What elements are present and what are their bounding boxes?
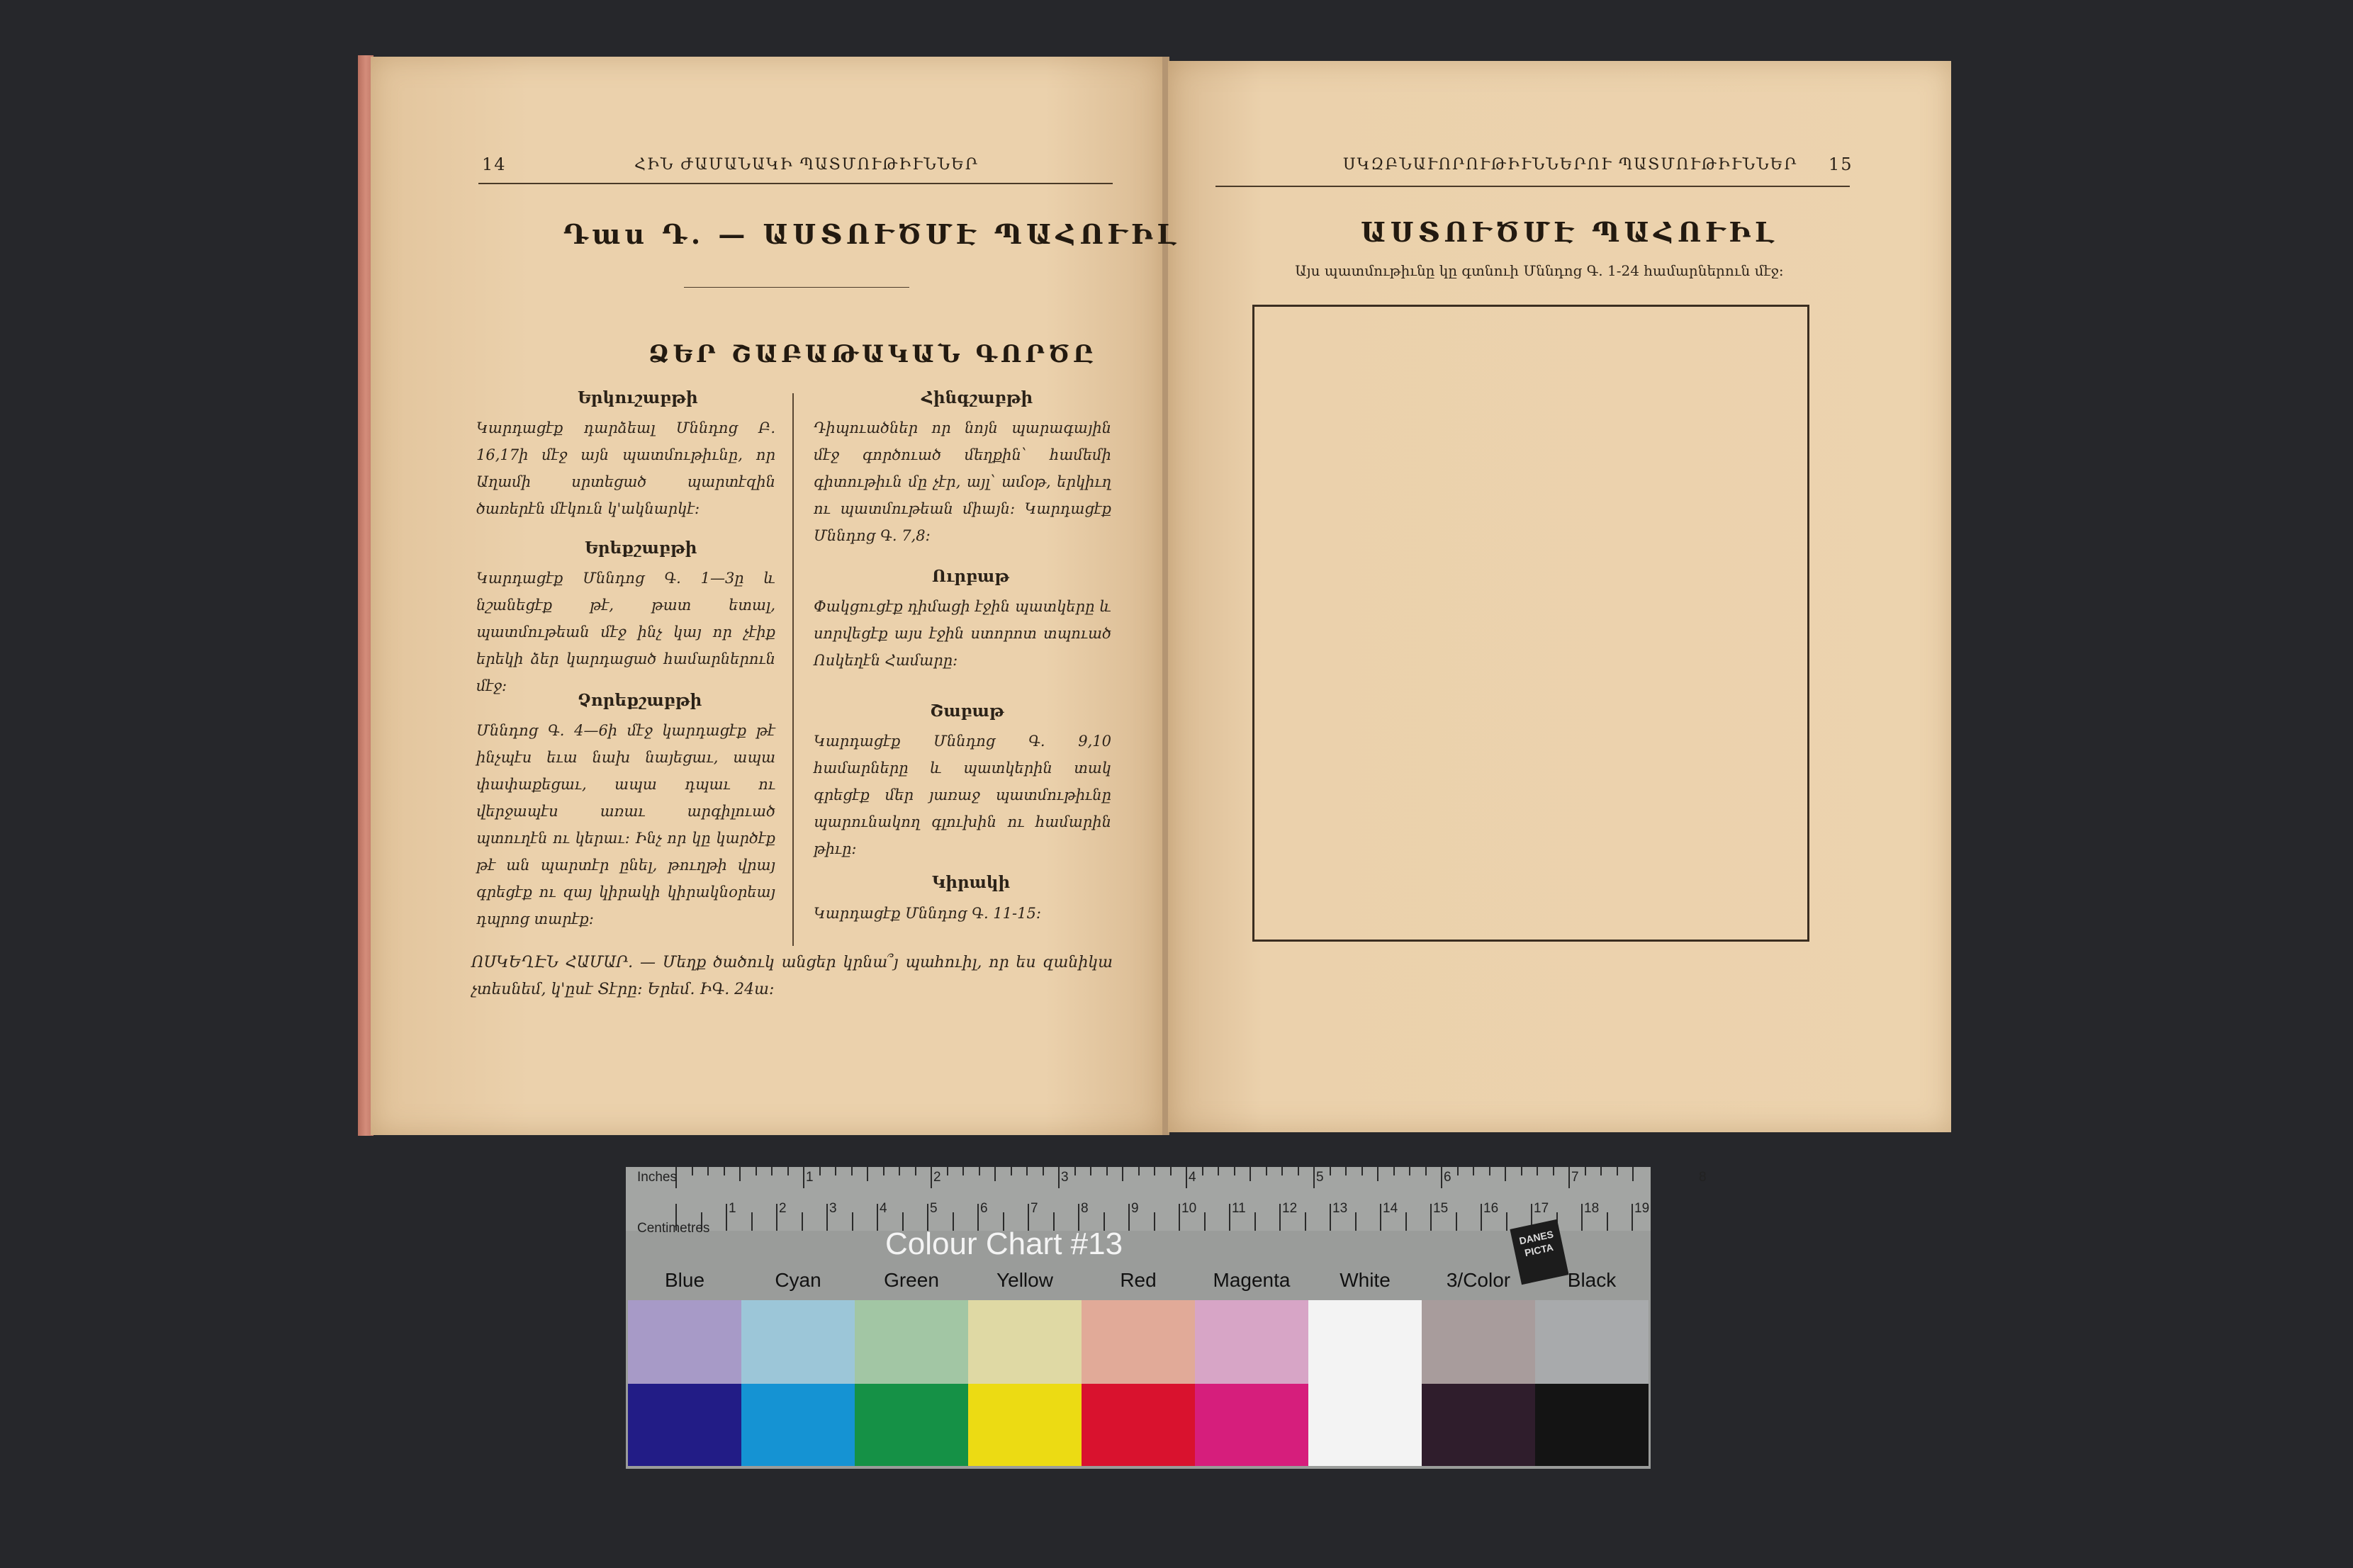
inch-tick xyxy=(899,1167,900,1175)
cm-tick xyxy=(1154,1212,1155,1231)
swatch-label: Yellow xyxy=(996,1269,1053,1291)
swatch-label: White xyxy=(1340,1269,1391,1291)
inch-tick xyxy=(1617,1167,1618,1175)
inch-tick xyxy=(771,1167,773,1175)
swatch-label: 3/Color xyxy=(1446,1269,1511,1291)
page-number-right: 15 xyxy=(1829,154,1853,174)
cm-number: 17 xyxy=(1534,1201,1549,1216)
inch-tick xyxy=(931,1167,932,1188)
cm-number: 11 xyxy=(1232,1201,1246,1216)
inch-tick xyxy=(1537,1167,1538,1175)
swatch-light xyxy=(1535,1300,1649,1384)
inch-tick xyxy=(867,1167,868,1181)
inch-tick xyxy=(1138,1167,1140,1175)
cm-tick xyxy=(826,1204,828,1231)
inch-number: 2 xyxy=(933,1170,941,1185)
inch-number: 1 xyxy=(806,1170,814,1185)
inch-tick xyxy=(1473,1167,1474,1175)
swatch-dark xyxy=(628,1384,741,1466)
inch-number: 6 xyxy=(1444,1170,1451,1185)
inch-tick xyxy=(1361,1167,1363,1175)
swatch-label: Cyan xyxy=(775,1269,821,1291)
day-saturday: Շաբաթ xyxy=(930,701,1004,721)
cm-tick xyxy=(1581,1204,1583,1231)
day-tuesday: Երեքշաբթի xyxy=(585,538,697,558)
text-tuesday: Կարդացէք Մննդոց Գ. 1—3ը և նշանեցէք թէ, թատ ետալ, պատմութեան մէջ ինչ կայ որ չէիք երեկի ձեր կարդացած համարներուն մէջ։ xyxy=(476,570,775,694)
inch-tick xyxy=(851,1167,853,1175)
inch-tick xyxy=(1393,1167,1395,1175)
day-sunday: Կիրակի xyxy=(932,873,1011,892)
colour-chart xyxy=(626,1167,1707,1469)
swatch-dark xyxy=(741,1384,855,1466)
cm-tick xyxy=(726,1204,727,1231)
cm-tick xyxy=(802,1212,803,1231)
cm-number: 7 xyxy=(1031,1201,1038,1216)
day-friday: Ուրբաթ xyxy=(932,567,1010,586)
cm-tick xyxy=(1456,1212,1457,1231)
cm-number: 2 xyxy=(779,1201,787,1216)
inch-tick xyxy=(1011,1167,1012,1175)
inch-tick xyxy=(1058,1167,1060,1188)
inch-tick xyxy=(1632,1167,1634,1181)
cm-tick xyxy=(1279,1204,1281,1231)
inch-tick xyxy=(1553,1167,1554,1175)
cm-number: 10 xyxy=(1181,1201,1197,1216)
cm-number: 5 xyxy=(930,1201,938,1216)
cm-tick xyxy=(751,1212,753,1231)
inch-number: 4 xyxy=(1189,1170,1196,1185)
inch-tick xyxy=(1585,1167,1586,1175)
inch-tick xyxy=(819,1167,821,1175)
cm-number: 9 xyxy=(1131,1201,1139,1216)
inch-tick xyxy=(1026,1167,1028,1175)
swatch-light xyxy=(628,1300,741,1384)
inch-tick xyxy=(1122,1167,1123,1181)
inch-tick xyxy=(1505,1167,1506,1181)
inch-tick xyxy=(1313,1167,1315,1188)
inch-tick xyxy=(1202,1167,1203,1175)
cm-tick xyxy=(1380,1204,1381,1231)
swatch-light xyxy=(741,1300,855,1384)
header-rule-left xyxy=(478,183,1113,184)
inch-tick xyxy=(1234,1167,1235,1175)
lesson-title: Դաս Դ. — ԱՍՏՈՒԾՄԷ ՊԱՀՈՒԻԼ xyxy=(563,218,1181,250)
swatch-label: Red xyxy=(1120,1269,1157,1291)
cm-number: 19 xyxy=(1634,1201,1650,1216)
inch-tick xyxy=(962,1167,964,1175)
cm-tick xyxy=(1355,1212,1357,1231)
inch-tick xyxy=(1186,1167,1187,1188)
inch-tick xyxy=(1600,1167,1602,1175)
cm-tick xyxy=(1430,1204,1432,1231)
cm-number: 1 xyxy=(729,1201,736,1216)
swatch-label: Magenta xyxy=(1213,1269,1291,1291)
inch-tick xyxy=(1409,1167,1410,1175)
inch-tick xyxy=(994,1167,996,1181)
swatch-dark xyxy=(1195,1384,1308,1466)
swatch-dark xyxy=(1082,1384,1195,1466)
picture-page-title: ԱՍՏՈՒԾՄԷ ՊԱՀՈՒԻԼ xyxy=(1361,216,1779,248)
swatch-dark xyxy=(1422,1384,1535,1466)
swatch-dark xyxy=(855,1384,968,1466)
cm-tick xyxy=(1305,1212,1306,1231)
column-divider xyxy=(792,393,794,946)
inch-number: 7 xyxy=(1571,1170,1579,1185)
inch-tick xyxy=(1489,1167,1490,1175)
centimetres-label: Centimetres xyxy=(637,1221,710,1236)
swatch-label: Black xyxy=(1567,1269,1617,1291)
cm-number: 12 xyxy=(1282,1201,1298,1216)
text-thursday: Դիպուածներ որ նոյն պարագային մէջ գործուած մեղքին՝ համեմի գիտութիւն մը չէր, այլ՝ ամօթ, երկիւղ ու պատմութեան միայն։ Կարդացէք Մննդոց Գ. 7,8։ xyxy=(814,419,1111,544)
day-monday: Երկուշաբթի xyxy=(578,388,698,407)
inch-tick xyxy=(1425,1167,1427,1175)
inch-tick xyxy=(707,1167,709,1175)
cm-tick xyxy=(1607,1212,1608,1231)
inch-tick xyxy=(787,1167,789,1175)
cm-tick xyxy=(1405,1212,1407,1231)
cm-tick xyxy=(776,1204,777,1231)
cm-tick xyxy=(1254,1212,1256,1231)
cm-tick xyxy=(1481,1204,1482,1231)
inch-tick xyxy=(1281,1167,1283,1175)
cm-tick xyxy=(877,1204,878,1231)
danes-picta-logo: DANES PICTA xyxy=(1510,1219,1568,1285)
running-head-left: ՀԻՆ ԺԱՄԱՆԱԿԻ ՊԱՏՄՈՒԹԻՒՆՆԵՐ xyxy=(634,156,979,174)
swatch-light xyxy=(968,1300,1082,1384)
inch-tick xyxy=(692,1167,693,1175)
inch-tick xyxy=(1521,1167,1522,1175)
inch-tick xyxy=(947,1167,948,1175)
title-divider xyxy=(684,287,909,288)
inch-tick xyxy=(835,1167,836,1175)
inch-tick xyxy=(739,1167,741,1181)
text-sunday: Կարդացէք Մննդոց Գ. 11-15։ xyxy=(814,905,1041,922)
inch-tick xyxy=(1441,1167,1442,1188)
inch-tick xyxy=(1345,1167,1347,1175)
cm-number: 18 xyxy=(1584,1201,1600,1216)
picture-caption: Այս պատմութիւնը կը գտնուի Մննդոց Գ. 1-24 համարներուն մէջ։ xyxy=(1295,262,1784,279)
ruler xyxy=(626,1167,1707,1231)
inch-tick xyxy=(1106,1167,1108,1175)
cm-number: 4 xyxy=(880,1201,887,1216)
weekly-work-heading: ՁԵՐ ՇԱԲԱԹԱԿԱՆ ԳՈՐԾԸ xyxy=(648,340,1097,368)
inch-tick xyxy=(1249,1167,1251,1181)
inch-tick xyxy=(1043,1167,1044,1175)
cm-number: 13 xyxy=(1332,1201,1348,1216)
inch-tick xyxy=(979,1167,980,1175)
inch-tick xyxy=(1170,1167,1172,1175)
cm-tick xyxy=(1506,1212,1507,1231)
inch-tick xyxy=(756,1167,757,1175)
swatch-label: Blue xyxy=(664,1269,705,1291)
swatch-light xyxy=(1422,1300,1535,1384)
swatch-dark xyxy=(1308,1384,1422,1466)
inch-number: 5 xyxy=(1316,1170,1324,1185)
inch-tick xyxy=(883,1167,885,1175)
inch-tick xyxy=(724,1167,725,1175)
inch-tick xyxy=(1568,1167,1570,1188)
swatch-light xyxy=(1195,1300,1308,1384)
inch-tick xyxy=(1330,1167,1331,1175)
inch-tick xyxy=(1090,1167,1091,1175)
cm-number: 14 xyxy=(1383,1201,1398,1216)
cm-tick xyxy=(1632,1204,1633,1231)
cm-tick xyxy=(1128,1204,1130,1231)
day-thursday: Հինգշաբթի xyxy=(921,388,1033,407)
inch-tick xyxy=(1457,1167,1459,1175)
inch-tick xyxy=(1266,1167,1267,1175)
inch-tick xyxy=(803,1167,804,1188)
chart-title: Colour Chart #13 xyxy=(885,1226,1123,1261)
text-saturday: Կարդացէք Մննդոց Գ. 9,10 համարները և պատկերին տակ գրեցէք մեր յառաջ պատմութիւնը պարունակող գլուխին ու համարին թիւը։ xyxy=(814,733,1111,857)
cm-tick xyxy=(1229,1204,1230,1231)
inch-number: 3 xyxy=(1061,1170,1069,1185)
cm-tick xyxy=(1204,1212,1206,1231)
inch-tick xyxy=(1154,1167,1155,1175)
header-rule-right xyxy=(1215,186,1850,187)
inch-tick xyxy=(1377,1167,1378,1181)
cm-number: 6 xyxy=(980,1201,988,1216)
swatch-dark xyxy=(1535,1384,1649,1466)
day-wednesday: Չորեքշաբթի xyxy=(578,691,702,710)
inch-tick xyxy=(1074,1167,1076,1175)
cm-number: 8 xyxy=(1081,1201,1089,1216)
cm-number: 16 xyxy=(1483,1201,1499,1216)
cm-number: 15 xyxy=(1433,1201,1449,1216)
text-monday: Կարդացէք դարձեալ Մննդոց Բ. 16,17ի մէջ այն պատմութիւնը, որ Աղամի սրտեցած պարտէզին ծառերէն մէկուն կ'ակնարկէ։ xyxy=(476,419,775,517)
cm-tick xyxy=(1179,1204,1180,1231)
running-head-right: ՍԿԶԲՆԱՒՈՐՈՒԹԻՒՆՆԵՐՈՒ ՊԱՏՄՈՒԹԻՒՆՆԵՐ xyxy=(1343,156,1798,174)
inches-label: Inches xyxy=(637,1170,677,1185)
inch-number: 8 xyxy=(1699,1170,1707,1185)
swatch-light xyxy=(1082,1300,1195,1384)
cm-tick xyxy=(1330,1204,1331,1231)
text-wednesday: Մննդոց Գ. 4—6ի մէջ կարդացէք թէ ինչպէս եւա նախ նայեցաւ, ապա փափաքեցաւ, ապա դպաւ ու վերջապէս առաւ արգիլուած պտուղէն ու կերաւ։ Ինչ որ կը կարծէք թէ ան պարտէր ընել, թուղթի վրայ գրեցէք ու զայ կիրակի կիրակնօրեայ դպրոց տարէք։ xyxy=(476,722,775,927)
swatch-label: Green xyxy=(884,1269,939,1291)
inch-tick xyxy=(915,1167,916,1175)
swatch-dark xyxy=(968,1384,1082,1466)
inch-tick xyxy=(1298,1167,1299,1175)
picture-frame xyxy=(1252,305,1809,942)
golden-verse: ՈՍԿԵՂԷՆ ՀԱՄԱՐ. — Մեղք ծածուկ անցեր կրնա՞յ պահուիլ, որ ես զանիկա չտեսնեմ, կ'ըսէ Տէրը։ Երեմ. ԻԳ. 24ա։ xyxy=(471,954,1113,998)
swatch-light xyxy=(1308,1300,1422,1384)
cm-number: 3 xyxy=(829,1201,837,1216)
swatch-light xyxy=(855,1300,968,1384)
page-number-left: 14 xyxy=(482,154,507,174)
inch-tick xyxy=(1218,1167,1219,1175)
cm-tick xyxy=(852,1212,853,1231)
text-friday: Փակցուցէք դիմացի էջին պատկերը և սորվեցէք այս էջին ստորոտ տպուած Ոսկեղէն Համարը։ xyxy=(814,598,1111,669)
